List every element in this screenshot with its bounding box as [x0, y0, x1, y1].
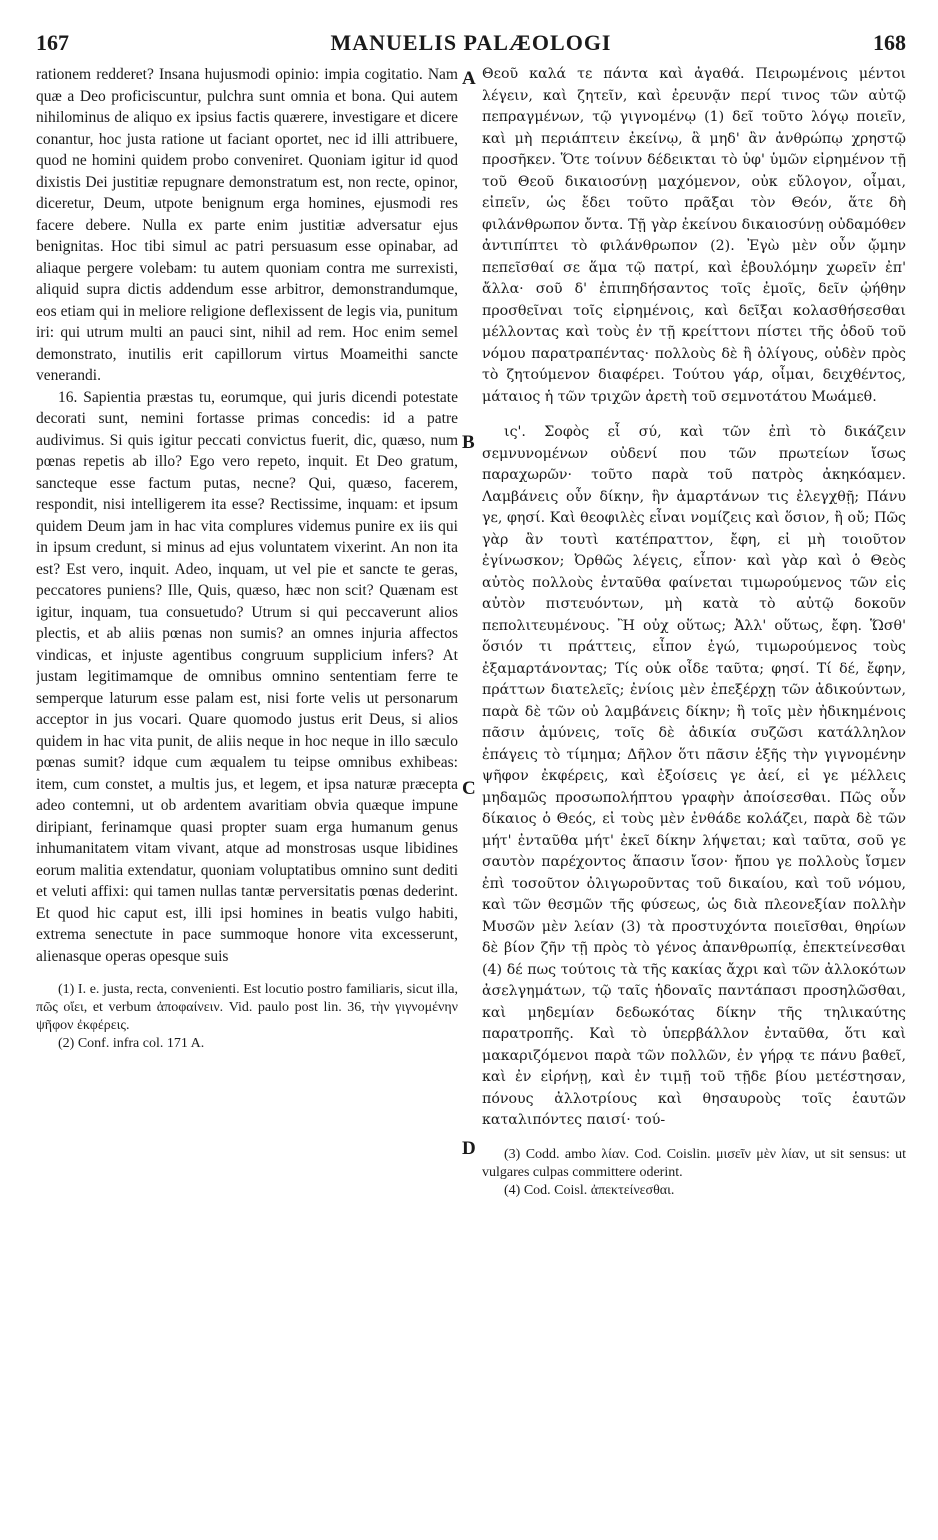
section-marker-a: A [462, 68, 476, 89]
page-number-left: 167 [36, 30, 69, 55]
section-marker-c: C [462, 778, 476, 799]
latin-column [36, 64, 458, 1504]
footnote-4: (4) Cod. Coisl. ἀπεκτείνεσθαι. [504, 1182, 675, 1198]
section-marker-d: D [462, 1138, 476, 1159]
footnote-1: (1) I. e. justa, recta, convenienti. Est locutio postro familiaris, sicut illa, πῶς οἴει, et verbum ἀποφαίνειν. Vid. paulo post lin. 36, τὴν γιγνομένην ψῆφον ἐκφέρεις. [36, 982, 458, 1033]
greek-footnotes [482, 1146, 906, 1200]
latin-footnotes [36, 981, 458, 1053]
greek-paragraph-2: ις'. Σοφὸς εἶ σύ, καὶ τῶν ἐπὶ τὸ δικάζειν σεμνυνομένων οὐδενί που τῶν πρωτείων ἴσως παραχωρῶν· τοῦτο παρὰ τοῦ πατρὸς ἀκηκόαμεν. Λαμβάνεις οὖν δίκην, ἣν ἁμαρτάνων τις ἐλεγχθῇ; Πάνυ γε, φησί. Καὶ θεοφιλὲς εἶναι νομίζεις καὶ ὅσιον, ἢ οὔ; Πῶς γὰρ ἂν τουτὶ κατέπραττον, ἔφη, εἰ μὴ τοιοῦτον ἐγίνωσκον; Ὀρθῶς λέγεις, εἶπον· καὶ γὰρ καὶ ὁ Θεὸς αὐτὸς πολλοὺς ἐνταῦθα φαίνεται τιμωρούμενος τῶν εἰς αὐτὸν πιστευόντων, μὴ κατὰ τὸ αὐτῷ δοκοῦν πεπολιτευμένους. Ἢ οὐχ οὕτως; Ἀλλ' οὕτως, ἔφη. Ὥσθ' ὅσιόν τι πράττεις, εἶπον ἐγώ, τιμωρούμενος τοὺς ἐξαμαρτάνοντας; Τίς οὐκ οἶδε ταῦτα; φησί. Τί δέ, ἔφην, πράττων διατελεῖς; ἐνίοις μὲν ἐπεξέρχῃ τῶν ἀδικούντων, παρὰ δὲ τῶν οὐ λαμβάνεις δίκην; ἢ τοῖς μὲν ἠδικημένοις πᾶσιν ἀμύνεις, τοῖς δὲ ἀδικία συζῶσι κατάλληλον ἐπάγεις τὸ τίμημα; Δῆλον ὅτι πᾶσιν ἑξῆς τὴν γιγνομένην ψῆφον ἐκφέρεις, καὶ ἐξοίσεις γε ἀεί, εἰ γε μέλλεις μηδαμῶς προσωπολήπτου γραφὴν ἀποίσεσθαι. Πῶς οὖν δίκαιος ὁ Θεός, εἰ τοὺς μὲν ἐνθάδε κολάζει, παρὰ δὲ τῶν μήτ' ἐνταῦθα μήτ' ἐκεῖ δίκην λήψεται; καὶ ταῦτα, σοῦ γε σαυτὸν παρέχοντος ἅπασιν ἴσον· ἤπου γε πολλοὺς ἴσμεν ἐπὶ τοσοῦτον ὀλιγωροῦντας τοῦ δικαίου, καὶ τοῦ νόμου, καὶ τῶν θεσμῶν τῆς φύσεως, ὡς διὰ πλεονεξίαν πολλὴν Μυσῶν μὲν λείαν (3) τὰ προστυχόντα ποιεῖσθαι, θηρίων δὲ βίον ζῆν τῇ πρὸς τὸ γένος ἀπανθρωπίᾳ, ἐπεκτείνεσθαι (4) δέ πως τούτοις τὰ τῆς κακίας ἄχρι καὶ τῶν ἀλλοκότων ἀσελγημάτων, τῷ ταῖς ἡδοναῖς παντάπασι προσηλῶσθαι, καὶ μηδεμίαν δεδωκότας δίκην τῆς τηλικαύτης παρατροπῆς. Καὶ τὸ ὑπερβάλλον ἐνταῦθα, ὅτι καὶ μακαριζόμενοι παρὰ τῶν πολλῶν, ἐν γήρᾳ τε πάνυ βαθεῖ, καὶ ἐν εἰρήνῃ, καὶ ἐν τιμῇ τοῦ τῇδε βίου μετέστησαν, πόνους ἀλλοτρίους καὶ θησαυροὺς τοῖς ἑαυτῶν καταλιπόντες παισί· τού- [482, 424, 906, 1128]
footnote-2: (2) Conf. infra col. 171 A. [58, 1036, 205, 1051]
footnote-3: (3) Codd. ambo λίαν. Cod. Coislin. μισεῖν μὲν λίαν, ut sit sensus: ut vulgares culpas committere oderint. [482, 1146, 906, 1180]
running-header [36, 30, 906, 58]
latin-paragraph-1: rationem redderet? Insana hujusmodi opinio: impia cogitatio. Nam quæ a Deo proficiscuntur, pulchra sunt omnia et bona. Qui autem nihilominus de aliquo ex ipsius factis quærere, investigare et dicere conantur, hoc justa ratione ut faciant oportet, nec id illi attribuere, quod ne homini quidem probo conveniret. Quoniam igitur id quod dixistis Dei justitiæ repugnare demonstratum est, non recte, opinor, diceretur, Deum, utpote benignum erga homines, ejusmodi res facere debere. Nulla ex parte enim justitiæ adversatur ejus benignitas. Hoc tibi simul ac patri persuasum esse opinabar, ad aliaque pergere volebam: tu autem quoniam contra me surrexisti, aliquid supra dictis addendum esse arbitror, demonstrandumque, eos etiam qui in meliore religione deflexissent de legis via, punitum iri: qui utrum multi an pauci sint, nihil ad rem. Hoc enim semel demonstrato, inutilis erit capillorum virtus Moameithi sancte venerandi. [36, 66, 458, 384]
running-title: MANUELIS PALÆOLOGI [330, 30, 612, 55]
page-number-right: 168 [873, 30, 906, 55]
latin-paragraph-2: 16. Sapientia præstas tu, eorumque, qui juris dicendi potestate decorati sunt, nemini fortasse primas concedis: id a patre audivimus. Si quis igitur peccati convictus fuerit, dic, quæso, num pœnas repetis ab illo? Ego vero repeto, inquit. Et Deo gratum, sancteque esse factum putas, necne? Qui, quæso, facerem, respondit, nisi intelligerem ita esse? Rectissime, inquam: et ipsum quidem Deum jam in hac vita complures videmus punire ex iis qui in ipsum credunt, si minus ad ejus voluntatem vixerint. An non ita est? Est vero, inquit. Adeo, inquam, ut vel pie et sancte te geras, peccatores puniens? Ille, Quis, quæso, hæc non scit? Quænam est igitur, inquam, tua consuetudo? Utrum si qui peccaverunt alios plectis, et ab aliis pœnas non sumis? an omnes injuria affectos vindicas, et injuste agentibus congruum supplicium infers? At justam legitimamque de omnibus omnino sententiam ferre te semperque laturum esse palam est, nisi forte velis ut personarum acceptor in jus vocari. Quare quomodo justus erit Deus, si alios quidem in hac vita punit, de aliis neque in hoc neque in illo sæculo pœnas sumit? idque cum æqualem tu teipse omnibus exhibeas: item, cum constet, a multis jus, et legem, et ipsa naturæ præcepta adeo contemni, ut ob ardentem avaritiam obvia quæque impune diripiant, ferinamque quasi propter suam erga humanum genus inhumanitatem vitam vivant, atque ad monstrosas usque libidines eorum malitia extendatur, quoniam voluptatibus omnino sunt dediti et veluti affixi: qui tamen nullas tantæ perversitatis pœnas dederint. Et quod hic caput est, illi ipsi homines in beatis vulgo habiti, extrema senectute in pace summoque honore vita excesserunt, alienasque operas opesque suis [36, 388, 458, 965]
section-marker-b: B [462, 432, 475, 453]
greek-column [482, 64, 906, 1504]
greek-paragraph-1: Θεοῦ καλά τε πάντα καὶ ἀγαθά. Πειρωμένοις μέντοι λέγειν, καὶ ζητεῖν, καὶ ἐρευνᾷν περί τινος τῶν αὐτῷ πεπραγμένων, τῷ γιγνομένῳ (1) δεῖ τοῦτο λόγῳ ποιεῖν, καὶ μὴ περιάπτειν ἐκείνῳ, ἃ μηδ' ἂν ἀνθρώπῳ χρηστῷ προσῆκεν. Ὅτε τοίνυν δέδεικται τὸ ὑφ' ὑμῶν εἰρημένον τῇ τοῦ Θεοῦ δικαιοσύνῃ μαχόμενον, οὐκ εὔλογον, οἶμαι, εἰπεῖν, ὡς ἔδει τοῦτο πρᾶξαι τὸν Θεόν, ἅτε δὴ φιλάνθρωπον ὄντα. Τῇ γὰρ ἐκείνου δικαιοσύνῃ οὐδαμόθεν ἀντιπίπτει τὸ φιλάνθρωπον (2). Ἐγὼ μὲν οὖν ᾤμην πεπεῖσθαί σε ἅμα τῷ πατρί, καὶ ἐβουλόμην χωρεῖν ἐπ' ἄλλα· σοῦ δ' ἐπιπηδήσαντος τοῖς ἐμοῖς, δεῖν ᾠήθην προσθεῖναι τοῖς εἰρημένοις, καὶ δεῖξαι κολασθήσεσθαι μέλλοντας καὶ τοὺς ἐν τῇ κρείττονι πίστει τῆς ὁδοῦ τοῦ νόμου παρατραπέντας· πολλοὺς δὲ ἢ ὀλίγους, οὐδὲν πρὸς τὸ ζητούμενον διαφέρει. Τούτου γάρ, οἶμαι, δειχθέντος, μάταιος ἡ τῶν τριχῶν ἀρετὴ τοῦ σεμνοτάτου Μωάμεθ. [482, 66, 906, 405]
